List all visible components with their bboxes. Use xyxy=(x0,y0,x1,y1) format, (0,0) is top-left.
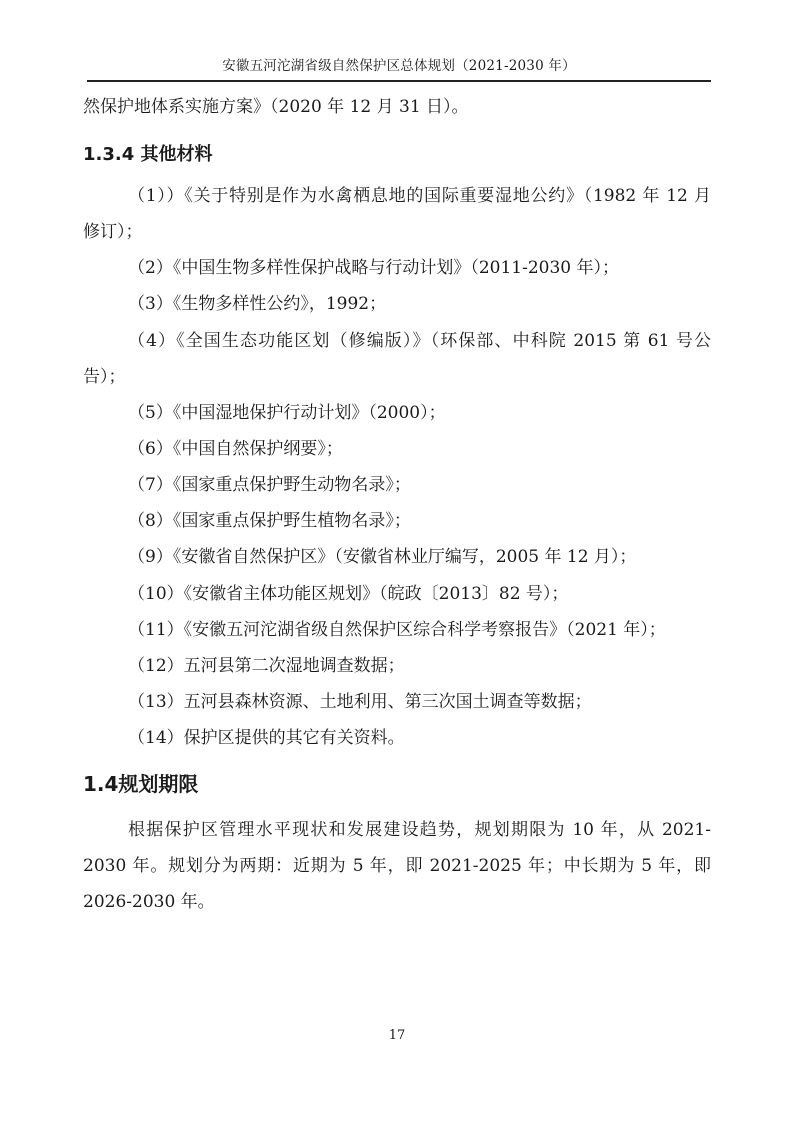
section-heading-1-3-4: 1.3.4 其他材料 xyxy=(83,144,213,165)
list-item-8: （8）《国家重点保护野生植物名录》； xyxy=(128,511,411,531)
list-item-11: （11）《安徽五河沱湖省级自然保护区综合科学考察报告》（2021 年）； xyxy=(128,620,666,640)
list-item-10: （10）《安徽省主体功能区规划》（皖政〔2013〕82 号）； xyxy=(128,584,569,604)
list-item-4-line-2: 告）； xyxy=(83,367,126,387)
section-heading-1-4: 1.4规划期限 xyxy=(83,772,199,796)
continuation-text: 然保护地体系实施方案》（2020 年 12 月 31 日）。 xyxy=(83,97,469,117)
paragraph-line-1: 根据保护区管理水平现状和发展建设趋势，规划期限为 10 年，从 2021- xyxy=(128,820,711,840)
list-item-5: （5）《中国湿地保护行动计划》（2000）； xyxy=(128,403,446,423)
paragraph-line-2: 2030 年。规划分为两期：近期为 5 年，即 2021-2025 年；中长期为 5 年，即 xyxy=(83,856,711,876)
list-item-12: （12）五河县第二次湿地调查数据； xyxy=(128,656,405,676)
list-item-6: （6）《中国自然保护纲要》； xyxy=(128,439,343,459)
header-rule xyxy=(87,80,711,82)
page-number: 17 xyxy=(388,1028,406,1043)
list-item-14: （14）保护区提供的其它有关资料。 xyxy=(128,728,405,748)
paragraph-line-3: 2026-2030 年。 xyxy=(83,892,215,912)
list-item-4-line-1: （4）《全国生态功能区划（修编版）》（环保部、中科院 2015 第 61 号公 xyxy=(128,331,711,351)
list-item-2: （2）《中国生物多样性保护战略与行动计划》（2011-2030 年）； xyxy=(128,258,619,278)
list-item-13: （13）五河县森林资源、土地利用、第三次国土调查等数据； xyxy=(128,692,592,712)
list-item-3: （3）《生物多样性公约》，1992； xyxy=(128,294,387,314)
list-item-9: （9）《安徽省自然保护区》（安徽省林业厅编写，2005 年 12 月）； xyxy=(128,547,637,567)
list-item-1-line-1: （1））《关于特别是作为水禽栖息地的国际重要湿地公约》（1982 年 12 月 xyxy=(128,186,711,206)
running-header: 安徽五河沱湖省级自然保护区总体规划（2021-2030 年） xyxy=(222,58,576,74)
list-item-7: （7）《国家重点保护野生动物名录》； xyxy=(128,475,411,495)
list-item-1-line-2: 修订）； xyxy=(83,222,143,242)
